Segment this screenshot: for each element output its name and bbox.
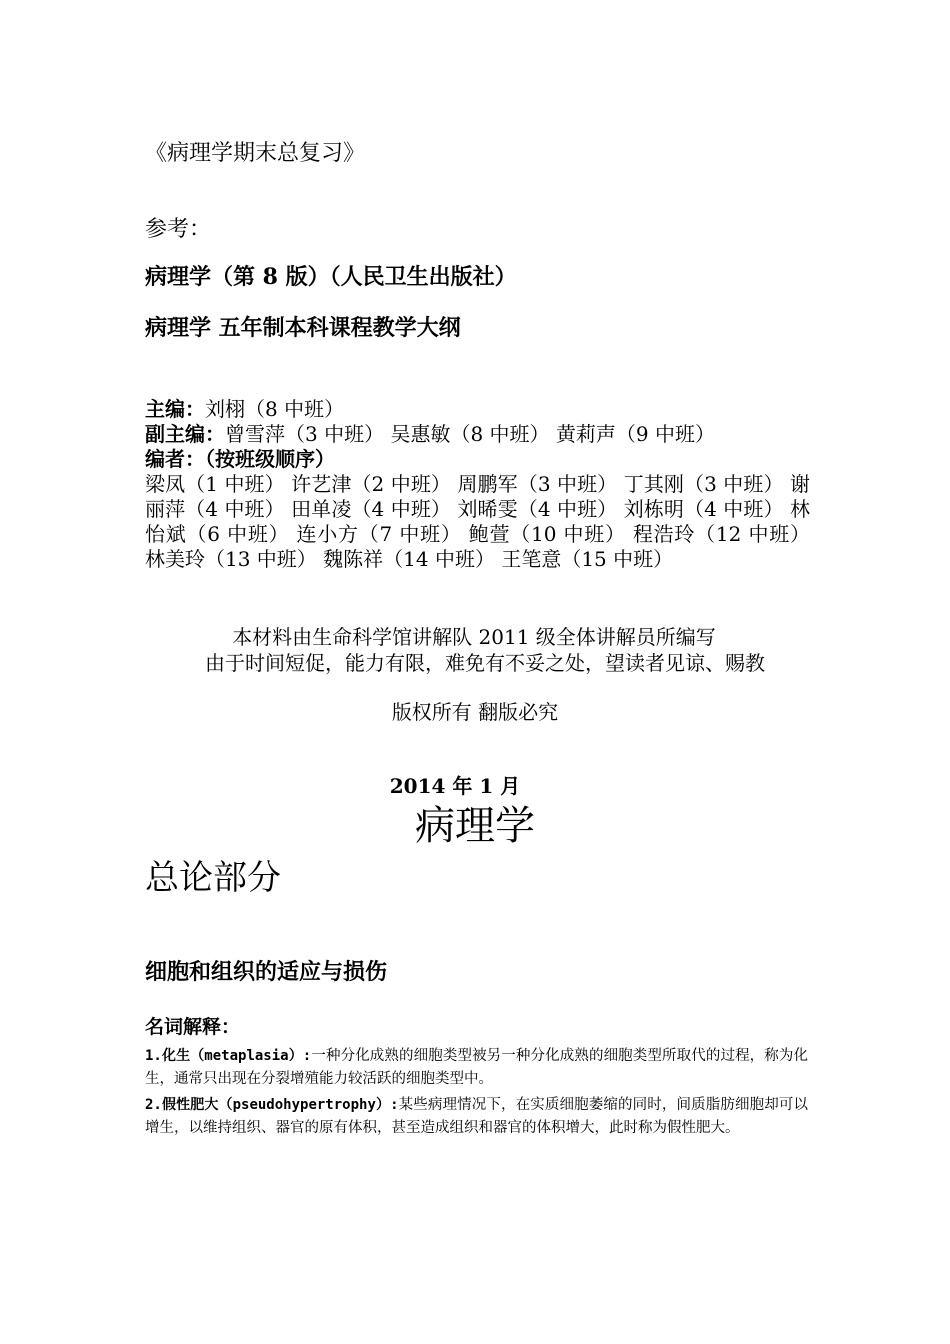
term-body: 某些病理情况下，在实质细胞萎缩的同时，间质脂肪细胞却可以增生，以维持组织、器官的原有体积，甚至造成组织和器官的体积增大，此时称为假性肥大。 bbox=[145, 1097, 808, 1136]
document-title: 《病理学期末总复习》 bbox=[145, 141, 366, 166]
term-head: 2.假性肥大（pseudohypertrophy）: bbox=[145, 1097, 399, 1113]
deputy-editors-row bbox=[145, 422, 810, 447]
disclaimer-note: 由于时间短促，能力有限，难免有不妥之处，望读者见谅、赐教 bbox=[205, 651, 765, 675]
term-body: 一种分化成熟的细胞类型被另一种分化成熟的细胞类型所取代的过程，称为化生，通常只出现在分裂增殖能力较活跃的细胞类型中。 bbox=[145, 1048, 809, 1087]
authorship-note: 本材料由生命科学馆讲解队 2011 级全体讲解员所编写 bbox=[232, 625, 716, 649]
term-item-metaplasia bbox=[145, 1045, 808, 1091]
chief-editor-name: 刘栩（8 中班） bbox=[205, 397, 345, 421]
chief-editor-label: 主编： bbox=[145, 397, 205, 421]
term-item-pseudohypertrophy bbox=[145, 1094, 808, 1140]
chief-editor-row bbox=[145, 397, 810, 422]
reference-syllabus: 病理学 五年制本科课程教学大纲 bbox=[145, 315, 461, 341]
publish-date: 2014 年 1 月 bbox=[389, 774, 521, 798]
credits-block bbox=[145, 397, 810, 572]
chapter-title: 细胞和组织的适应与损伤 bbox=[145, 960, 388, 985]
editors-label: 编者：（按班级顺序） bbox=[145, 447, 335, 471]
term-head: 1.化生（metaplasia）: bbox=[145, 1048, 312, 1064]
copyright-notice: 版权所有 翻版必究 bbox=[391, 700, 559, 724]
terms-heading: 名词解释： bbox=[145, 1016, 241, 1038]
term-list bbox=[145, 1045, 808, 1143]
reference-textbook: 病理学（第 8 版）（人民卫生出版社） bbox=[145, 264, 517, 290]
deputy-editors-names: 曾雪萍（3 中班） 吴惠敏（8 中班） 黄莉声（9 中班） bbox=[225, 422, 715, 446]
subject-title: 病理学 bbox=[415, 803, 535, 849]
editors-names: 梁凤（1 中班） 许艺津（2 中班） 周鹏军（3 中班） 丁其刚（3 中班） 谢丽萍（4 中班） 田单凌（4 中班） 刘晞雯（4 中班） 刘栋明（4 中班） 林怡斌（6 中班） 连小方（7 中班） 鲍萱（10 中班） 程浩玲（12 中班） 林美玲（13 中班） 魏陈祥（14 中班） 王笔意（15 中班） bbox=[145, 472, 810, 571]
deputy-editors-label: 副主编： bbox=[145, 422, 225, 446]
reference-label: 参考： bbox=[145, 217, 212, 242]
part-title: 总论部分 bbox=[145, 858, 281, 898]
